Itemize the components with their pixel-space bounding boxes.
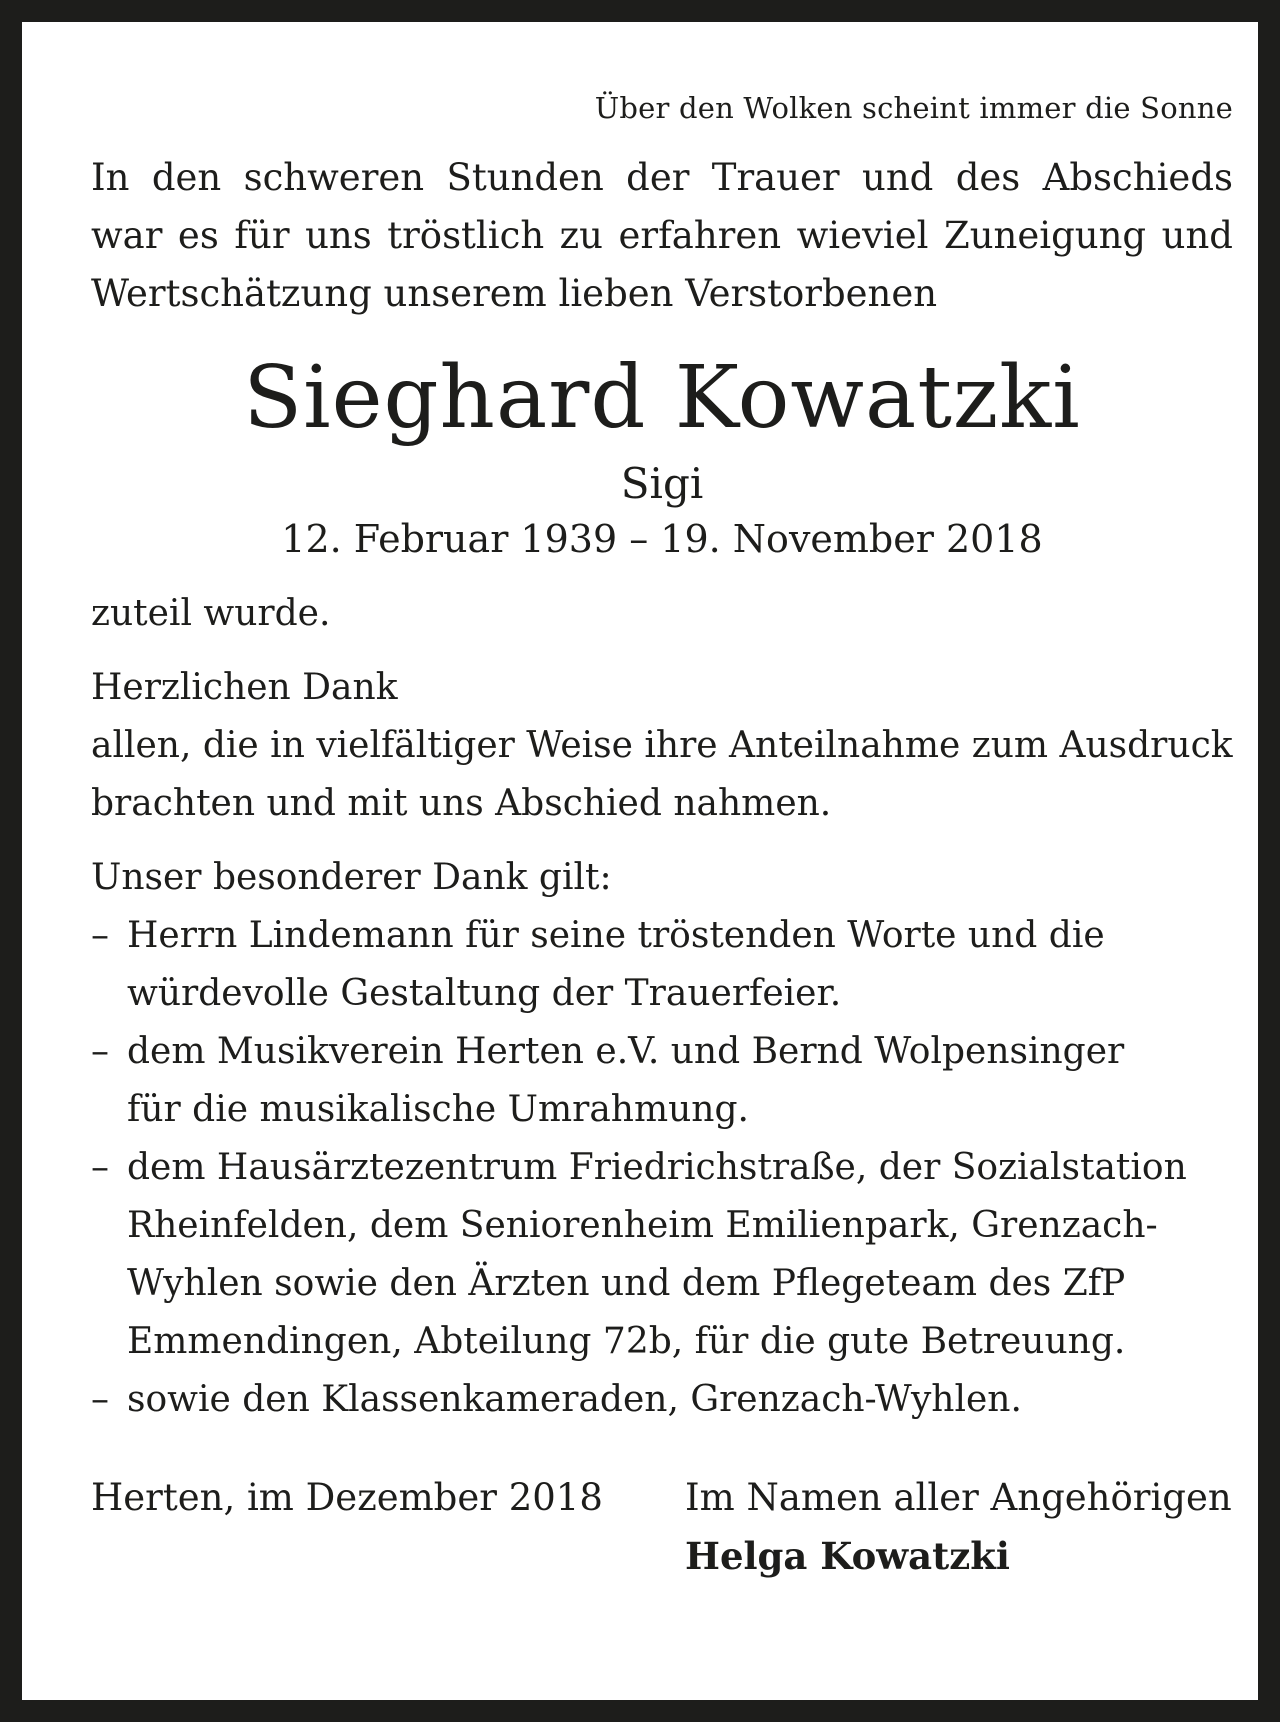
intro-line: In den schweren Stunden der Trauer und des Abschieds: [91, 156, 1233, 199]
dash-bullet: –: [91, 915, 109, 956]
thanks-heading: Herzlichen Dank: [91, 667, 398, 708]
thanks-line: brachten und mit uns Abschied nahmen.: [91, 783, 832, 824]
thanks-line: allen, die in vielfältiger Weise ihre Anteilnahme zum Ausdruck: [91, 725, 1233, 766]
list-item-line: Rheinfelden, dem Seniorenheim Emilienpark, Grenzach-: [127, 1205, 1158, 1246]
place-date: Herten, im Dezember 2018: [91, 1476, 603, 1519]
continuation-text: zuteil wurde.: [91, 593, 331, 634]
list-item-line: Wyhlen sowie den Ärzten und dem Pflegeteam des ZfP: [127, 1263, 1126, 1304]
intro-line: Wertschätzung unserem lieben Verstorbenen: [91, 272, 938, 315]
dash-bullet: –: [91, 1031, 109, 1072]
deceased-name: Sieghard Kowatzki: [243, 348, 1081, 448]
list-item-line: würdevolle Gestaltung der Trauerfeier.: [127, 973, 842, 1014]
list-item-line: für die musikalische Umrahmung.: [127, 1089, 749, 1130]
list-item-line: dem Musikverein Herten e.V. und Bernd Wolpensinger: [127, 1031, 1125, 1072]
list-item: [91, 1023, 1233, 1139]
list-item-line: sowie den Klassenkameraden, Grenzach-Wyhlen.: [127, 1379, 1022, 1420]
intro-text: [91, 149, 1233, 323]
list-item: [91, 907, 1233, 1023]
dash-bullet: –: [91, 1379, 109, 1420]
special-thanks-list: [91, 907, 1233, 1429]
list-item: [91, 1139, 1233, 1371]
motto: Über den Wolken scheint immer die Sonne: [594, 91, 1233, 125]
list-item-line: dem Hausärztezentrum Friedrichstraße, der Sozialstation: [127, 1147, 1187, 1188]
deceased-dates: 12. Februar 1939 – 19. November 2018: [281, 517, 1043, 561]
deceased-block: [91, 345, 1233, 567]
signature-block: [685, 1469, 1233, 1585]
dash-bullet: –: [91, 1147, 109, 1188]
deceased-nickname: Sigi: [620, 459, 704, 508]
footer: [91, 1469, 1233, 1585]
list-item-line: Herrn Lindemann für seine tröstenden Worte und die: [127, 915, 1105, 956]
special-thanks-section: [91, 849, 1233, 1429]
special-thanks-heading: Unser besonderer Dank gilt:: [91, 857, 612, 898]
intro-line: war es für uns tröstlich zu erfahren wieviel Zuneigung und: [91, 214, 1233, 257]
signer-name: Helga Kowatzki: [685, 1534, 1010, 1578]
thanks-section: [91, 659, 1233, 833]
list-item: [91, 1371, 1233, 1429]
on-behalf-text: Im Namen aller Angehörigen: [685, 1476, 1232, 1519]
list-item-line: Emmendingen, Abteilung 72b, für die gute Betreuung.: [127, 1321, 1126, 1362]
notice-content: [91, 80, 1233, 1585]
